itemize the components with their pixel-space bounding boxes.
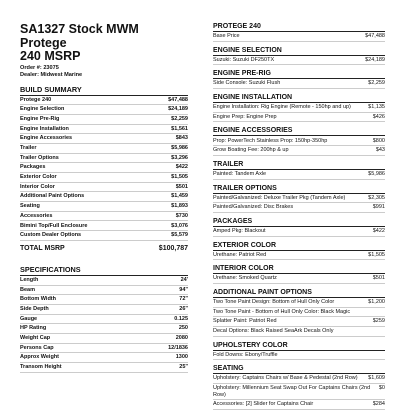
summary-row-label: Engine Installation bbox=[20, 125, 69, 132]
title-line-1: SA1327 Stock MWM Protege bbox=[20, 22, 139, 50]
spec-row-value: 94" bbox=[179, 286, 188, 293]
detail-row-label: Painted: Tandem Axle bbox=[213, 170, 267, 177]
detail-row-value: $800 bbox=[372, 137, 385, 144]
detail-row-label: Fold Downs: Ebony/Truffle bbox=[213, 351, 278, 358]
detail-row-value: $47,488 bbox=[365, 33, 385, 40]
detail-row bbox=[213, 79, 385, 89]
detail-row bbox=[213, 136, 385, 146]
detail-row-label: Painted/Galvanized: Disc Brakes bbox=[213, 204, 294, 211]
detail-row-value: $259 bbox=[372, 318, 385, 325]
spec-row-label: Approx Weight bbox=[20, 354, 60, 361]
spec-row bbox=[20, 315, 188, 325]
summary-row-label: Accessories bbox=[20, 212, 53, 219]
detail-row bbox=[213, 374, 385, 384]
detail-section-heading: PACKAGES bbox=[213, 218, 385, 227]
summary-row bbox=[20, 212, 188, 222]
detail-section-heading: ENGINE PRE-RIG bbox=[213, 70, 385, 79]
summary-row-label: Protege 240 bbox=[20, 96, 52, 103]
right-column-details bbox=[213, 0, 385, 410]
build-summary-heading: BUILD SUMMARY bbox=[20, 85, 188, 96]
detail-row-value: $2,259 bbox=[368, 80, 385, 87]
detail-row bbox=[213, 170, 385, 180]
summary-row-value: $501 bbox=[175, 183, 188, 190]
detail-row-value: $284 bbox=[372, 401, 385, 408]
spec-row-value: 24' bbox=[180, 276, 188, 283]
detail-row bbox=[213, 351, 385, 361]
detail-row-value: $1,505 bbox=[368, 251, 385, 258]
detail-row-value: $501 bbox=[372, 275, 385, 282]
detail-section-heading: ENGINE ACCESSORIES bbox=[213, 127, 385, 136]
summary-row-label: Exterior Color bbox=[20, 174, 57, 181]
summary-row-label: Custom Dealer Options bbox=[20, 232, 82, 239]
detail-row bbox=[213, 227, 385, 237]
detail-row bbox=[213, 308, 385, 318]
spec-row bbox=[20, 286, 188, 296]
detail-row bbox=[213, 56, 385, 66]
summary-row bbox=[20, 125, 188, 135]
summary-row-value: $1,505 bbox=[171, 174, 188, 181]
detail-row-label: Amped Pkg: Blackout bbox=[213, 227, 266, 234]
summary-row-value: $730 bbox=[175, 212, 188, 219]
detail-row-label: Engine Prep: Engine Prep bbox=[213, 113, 277, 120]
detail-row-label: Upholstery: Millennium Seat Swap Out For Captains Chairs (2nd Row) bbox=[213, 385, 371, 398]
spec-row-label: Bottom Width bbox=[20, 296, 56, 303]
detail-section-heading: SEATING bbox=[213, 365, 385, 374]
spec-row-label: Transom Height bbox=[20, 364, 62, 371]
spec-row-label: HP Rating bbox=[20, 325, 47, 332]
detail-row-value: $426 bbox=[372, 113, 385, 120]
spec-row-value: 12/1836 bbox=[168, 344, 188, 351]
detail-row-label: Upholstery: Captains Chairs w/ Base & Pedestal (2nd Row) bbox=[213, 375, 358, 382]
detail-row bbox=[213, 317, 385, 327]
summary-row-value: $47,488 bbox=[168, 96, 188, 103]
detail-row-value: $2,305 bbox=[368, 194, 385, 201]
detail-row bbox=[213, 103, 385, 113]
summary-row-label: Additional Paint Options bbox=[20, 193, 85, 200]
detail-section-heading: UPHOLSTERY COLOR bbox=[213, 342, 385, 351]
spec-row-label: Persons Cap bbox=[20, 344, 54, 351]
summary-row bbox=[20, 134, 188, 144]
detail-row bbox=[213, 146, 385, 156]
detail-section-heading: INTERIOR COLOR bbox=[213, 265, 385, 274]
summary-row-label: Trailer Options bbox=[20, 154, 59, 161]
total-msrp-value: $100,787 bbox=[158, 244, 188, 252]
dealer-name: Dealer: Midwest Marine bbox=[20, 71, 83, 78]
spec-row bbox=[20, 305, 188, 315]
total-msrp-row bbox=[20, 243, 188, 254]
summary-row bbox=[20, 183, 188, 193]
spec-row-value: 250 bbox=[178, 325, 188, 332]
detail-row-label: Urethane: Patriot Red bbox=[213, 251, 267, 258]
detail-row-value: $1,135 bbox=[368, 104, 385, 111]
spec-row-value: 2080 bbox=[175, 335, 188, 342]
summary-row bbox=[20, 144, 188, 154]
summary-row bbox=[20, 192, 188, 202]
detail-section-heading: PROTEGE 240 bbox=[213, 23, 385, 32]
summary-row-value: $3,076 bbox=[171, 222, 188, 229]
spec-row-value: 72" bbox=[179, 296, 188, 303]
spec-row bbox=[20, 353, 188, 363]
detail-row-value: $991 bbox=[372, 204, 385, 211]
summary-row-value: $24,189 bbox=[168, 106, 188, 113]
summary-row-value: $2,259 bbox=[171, 115, 188, 122]
specifications-table bbox=[20, 276, 188, 373]
detail-row-value: $1,609 bbox=[368, 375, 385, 382]
summary-row bbox=[20, 202, 188, 212]
detail-row-value: $43 bbox=[375, 147, 385, 154]
summary-row-label: Trailer bbox=[20, 145, 37, 152]
detail-row bbox=[213, 251, 385, 261]
summary-row bbox=[20, 163, 188, 173]
summary-row bbox=[20, 105, 188, 115]
spec-row-label: Beam bbox=[20, 286, 35, 293]
summary-row-label: Engine Accessories bbox=[20, 135, 73, 142]
detail-row-value: $1,200 bbox=[368, 299, 385, 306]
detail-row-value: $24,189 bbox=[365, 56, 385, 63]
detail-row bbox=[213, 400, 385, 410]
detail-row bbox=[213, 194, 385, 204]
spec-row bbox=[20, 344, 188, 354]
spec-row-label: Side Depth bbox=[20, 305, 49, 312]
summary-row-value: $5,986 bbox=[171, 145, 188, 152]
detail-section-heading: ENGINE INSTALLATION bbox=[213, 94, 385, 103]
spec-row-value: 26" bbox=[179, 305, 188, 312]
detail-row-label: Side Console: Suzuki Flush bbox=[213, 80, 281, 87]
detail-row-label: Base Price bbox=[213, 33, 240, 40]
detail-row-label: Decal Options: Black Raised SeaArk Decals Only bbox=[213, 328, 334, 335]
detail-row bbox=[213, 113, 385, 123]
summary-row bbox=[20, 173, 188, 183]
detail-row bbox=[213, 384, 385, 400]
summary-row-label: Bimini Top/Full Enclosure bbox=[20, 222, 88, 229]
summary-row bbox=[20, 115, 188, 125]
summary-row-value: $1,893 bbox=[171, 203, 188, 210]
detail-row-label: Engine Installation: Rig Engine (Remote - 150hp and up) bbox=[213, 104, 351, 111]
spec-row-value: 1300 bbox=[175, 354, 188, 361]
detail-row bbox=[213, 298, 385, 308]
spec-row-label: Weight Cap bbox=[20, 335, 51, 342]
summary-row-label: Engine Selection bbox=[20, 106, 65, 113]
spec-row-label: Gauge bbox=[20, 315, 38, 322]
summary-row-value: $5,579 bbox=[171, 232, 188, 239]
detail-row bbox=[213, 327, 385, 337]
detail-row-label: Painted/Galvanized: Deluxe Trailer Pkg (Tandem Axle) bbox=[213, 194, 346, 201]
detail-row-label: Accessories: [2] Slider for Captains Chair bbox=[213, 401, 314, 408]
total-msrp-label: TOTAL MSRP bbox=[20, 244, 65, 252]
detail-row-label: Grow Boating Fee: 200hp & up bbox=[213, 147, 289, 154]
document-title bbox=[20, 23, 188, 64]
summary-row-value: $3,296 bbox=[171, 154, 188, 161]
detail-section-heading: TRAILER OPTIONS bbox=[213, 185, 385, 194]
spec-row bbox=[20, 363, 188, 373]
title-line-2: 240 MSRP bbox=[20, 49, 81, 63]
detail-section-heading: ADDITIONAL PAINT OPTIONS bbox=[213, 289, 385, 298]
summary-row-label: Packages bbox=[20, 164, 46, 171]
specifications-heading: SPECIFICATIONS bbox=[20, 265, 188, 276]
spec-row bbox=[20, 324, 188, 334]
spec-row bbox=[20, 295, 188, 305]
spec-row bbox=[20, 334, 188, 344]
summary-row-value: $422 bbox=[175, 164, 188, 171]
summary-row bbox=[20, 221, 188, 231]
detail-row-value: $5,986 bbox=[368, 170, 385, 177]
detail-row bbox=[213, 274, 385, 284]
detail-section-heading: TRAILER bbox=[213, 161, 385, 170]
detail-row-value: $422 bbox=[372, 227, 385, 234]
detail-row-label: Urethane: Smoked Quartz bbox=[213, 275, 277, 282]
detail-section-heading: EXTERIOR COLOR bbox=[213, 242, 385, 251]
summary-row bbox=[20, 96, 188, 106]
summary-row-label: Seating bbox=[20, 203, 40, 210]
detail-row-label: Two Tone Paint Design: Bottom of Hull Only Color bbox=[213, 299, 335, 306]
detail-row bbox=[213, 203, 385, 213]
spec-row-value: 25" bbox=[179, 364, 188, 371]
summary-row-label: Interior Color bbox=[20, 183, 55, 190]
detail-row-label: Prop: PowerTech Stainless Prop: 150hp-350hp bbox=[213, 137, 328, 144]
summary-row-label: Engine Pre-Rig bbox=[20, 115, 60, 122]
summary-row-value: $1,459 bbox=[171, 193, 188, 200]
detail-row-label: Two Tone Paint - Bottom of Hull Only Color: Black Magic bbox=[213, 308, 351, 315]
detail-row-label: Splatter Paint: Patriot Red bbox=[213, 318, 277, 325]
spec-row bbox=[20, 276, 188, 286]
order-number: Order #: 23075 bbox=[20, 64, 59, 71]
summary-row-value: $1,561 bbox=[171, 125, 188, 132]
spec-row-value: 0.125 bbox=[174, 315, 188, 322]
detail-row bbox=[213, 32, 385, 42]
detail-section-heading: ENGINE SELECTION bbox=[213, 47, 385, 56]
summary-row bbox=[20, 154, 188, 164]
build-summary-table bbox=[20, 96, 188, 241]
summary-row bbox=[20, 231, 188, 241]
left-column bbox=[20, 0, 188, 373]
spec-row-label: Length bbox=[20, 276, 39, 283]
summary-row-value: $843 bbox=[175, 135, 188, 142]
detail-row-label: Suzuki: Suzuki DF250TX bbox=[213, 56, 275, 63]
detail-row-value: $0 bbox=[378, 385, 385, 392]
